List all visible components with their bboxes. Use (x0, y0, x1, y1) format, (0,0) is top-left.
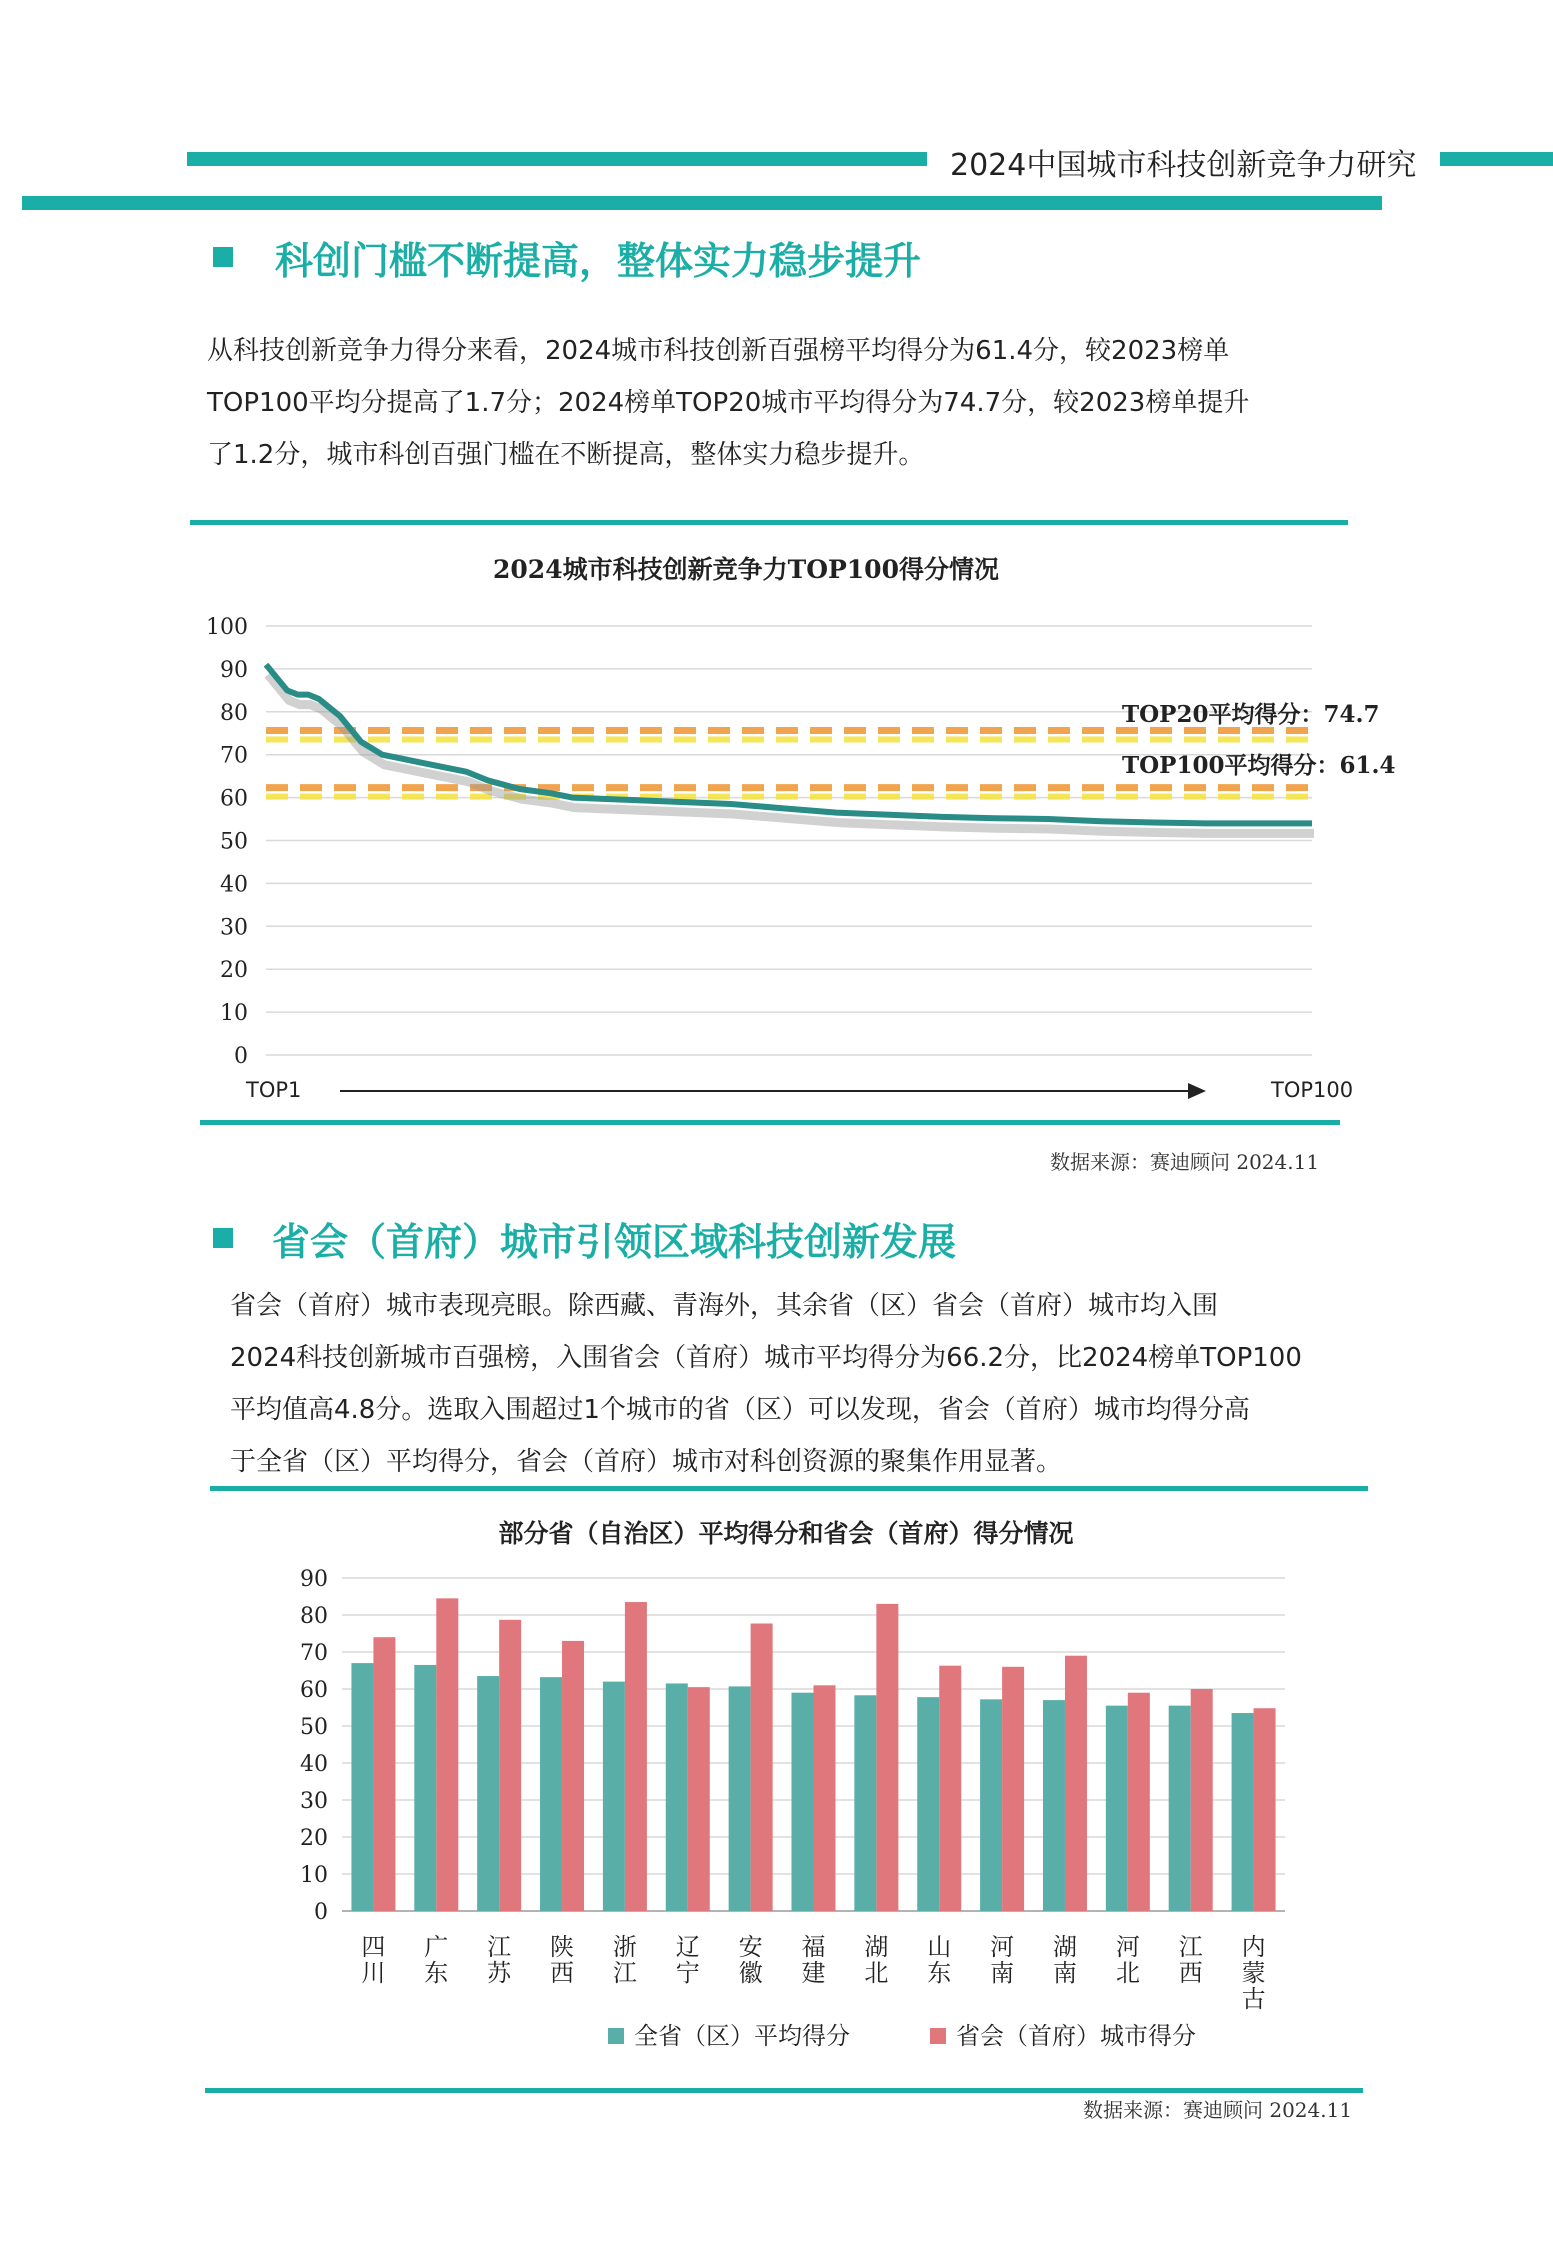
bar-capital-score (688, 1687, 710, 1911)
bar-province-avg (980, 1699, 1002, 1911)
section1-title: 科创门槛不断提高，整体实力稳步提升 (275, 239, 922, 283)
x-start-label: TOP1 (246, 1078, 302, 1102)
bar-capital-score (814, 1685, 836, 1911)
bar-province-avg (917, 1697, 939, 1911)
category-label: 河南 (990, 1933, 1015, 1987)
bar-capital-score (1128, 1693, 1150, 1911)
bar-province-avg (477, 1676, 499, 1911)
category-label: 四川 (361, 1933, 386, 1987)
y-tick-label: 70 (300, 1641, 328, 1666)
category-label: 安徽 (738, 1933, 763, 1987)
category-label: 福建 (801, 1933, 826, 1987)
section2-paragraph (230, 1280, 1302, 1488)
bar-capital-score (751, 1624, 773, 1911)
bar-capital-score (373, 1637, 395, 1911)
category-label: 江西 (1178, 1933, 1203, 1987)
section1-line-1: 从科技创新竞争力得分来看，2024城市科技创新百强榜平均得分为61.4分，较2023榜单 (207, 336, 1230, 366)
arrow-head-icon (1188, 1083, 1206, 1099)
section2-square-icon (213, 1228, 233, 1248)
chart1-title: 2024城市科技创新竞争力TOP100得分情况 (493, 555, 999, 584)
bar-capital-score (1065, 1656, 1087, 1911)
y-tick-label: 50 (300, 1715, 328, 1740)
chart2-title: 部分省（自治区）平均得分和省会（首府）得分情况 (498, 1519, 1074, 1548)
legend-label-capital: 省会（首府）城市得分 (956, 2022, 1196, 2050)
bar-province-avg (854, 1695, 876, 1911)
y-tick-label: 20 (220, 958, 248, 984)
header-title: 2024中国城市科技创新竞争力研究 (950, 148, 1417, 183)
bar-province-avg (603, 1682, 625, 1911)
y-tick-label: 90 (220, 657, 248, 683)
bar-province-avg (1043, 1700, 1065, 1911)
section1-source: 数据来源：赛迪顾问 2024.11 (1050, 1150, 1320, 1174)
y-tick-label: 40 (300, 1752, 328, 1777)
bar-capital-score (939, 1666, 961, 1911)
category-label: 河北 (1115, 1933, 1140, 1987)
top20-avg-label: TOP20平均得分：74.7 (1122, 701, 1380, 728)
y-tick-label: 100 (206, 615, 248, 640)
bar-province-avg (792, 1693, 814, 1911)
section2-title: 省会（首府）城市引领区域科技创新发展 (272, 1220, 957, 1264)
section1-line-3: 了1.2分，城市科创百强门槛在不断提高，整体实力稳步提升。 (207, 440, 925, 470)
category-label: 内蒙古 (1241, 1933, 1266, 2013)
y-tick-label: 90 (300, 1567, 328, 1592)
section2-line-1: 省会（首府）城市表现亮眼。除西藏、青海外，其余省（区）省会（首府）城市均入围 (230, 1291, 1219, 1321)
category-label: 江苏 (487, 1933, 512, 1987)
bar-province-avg (414, 1665, 436, 1911)
section2-source: 数据来源：赛迪顾问 2024.11 (1083, 2098, 1353, 2122)
bar-capital-score (1191, 1689, 1213, 1911)
y-tick-label: 80 (300, 1604, 328, 1629)
chart1-bottom-rule (200, 1120, 1340, 1125)
section2-line-4: 于全省（区）平均得分，省会（首府）城市对科创资源的聚集作用显著。 (230, 1447, 1063, 1477)
bar-chart (0, 1500, 1553, 2100)
top100-avg-label: TOP100平均得分：61.4 (1122, 752, 1396, 779)
y-tick-label: 40 (220, 872, 248, 898)
bar-province-avg (1169, 1706, 1191, 1911)
bar-province-avg (540, 1677, 562, 1911)
y-tick-label: 60 (300, 1678, 328, 1703)
category-label: 辽宁 (675, 1933, 700, 1987)
bar-province-avg (1232, 1713, 1254, 1911)
y-tick-label: 20 (300, 1826, 328, 1851)
section1-line-2: TOP100平均分提高了1.7分；2024榜单TOP20城市平均得分为74.7分，较2023榜单提升 (207, 388, 1250, 418)
category-label: 湖北 (864, 1933, 889, 1987)
y-tick-label: 80 (220, 700, 248, 726)
category-label: 湖南 (1052, 1933, 1077, 1987)
bar-province-avg (351, 1663, 373, 1911)
y-tick-label: 60 (220, 786, 248, 812)
bar-capital-score (562, 1641, 584, 1911)
section2-line-3: 平均值高4.8分。选取入围超过1个城市的省（区）可以发现，省会（首府）城市均得分高 (230, 1395, 1250, 1425)
y-tick-label: 50 (220, 829, 248, 855)
bar-capital-score (1254, 1708, 1276, 1911)
legend-swatch-province (608, 2028, 624, 2044)
chart2-bottom-rule (205, 2088, 1363, 2093)
bar-capital-score (1002, 1667, 1024, 1911)
bar-capital-score (436, 1598, 458, 1911)
category-label: 山东 (927, 1933, 952, 1987)
y-tick-label: 70 (220, 743, 248, 769)
category-label: 浙江 (612, 1933, 637, 1987)
bar-capital-score (876, 1604, 898, 1911)
category-label: 广东 (424, 1933, 449, 1987)
category-label: 陕西 (550, 1933, 575, 1987)
y-tick-label: 0 (314, 1900, 328, 1925)
y-tick-label: 30 (300, 1789, 328, 1814)
legend-swatch-capital (930, 2028, 946, 2044)
y-tick-label: 30 (220, 915, 248, 941)
bar-province-avg (666, 1683, 688, 1911)
y-tick-label: 10 (220, 1001, 248, 1027)
x-end-label: TOP100 (1271, 1078, 1354, 1102)
bar-capital-score (499, 1620, 521, 1911)
y-tick-label: 10 (300, 1863, 328, 1888)
y-tick-label: 0 (234, 1044, 248, 1069)
bar-province-avg (1106, 1706, 1128, 1911)
bar-capital-score (625, 1602, 647, 1911)
bar-province-avg (729, 1686, 751, 1911)
section2-line-2: 2024科技创新城市百强榜，入围省会（首府）城市平均得分为66.2分，比2024榜单TOP100 (230, 1343, 1302, 1373)
chart2-top-rule (210, 1486, 1368, 1491)
legend-label-province: 全省（区）平均得分 (634, 2022, 850, 2050)
